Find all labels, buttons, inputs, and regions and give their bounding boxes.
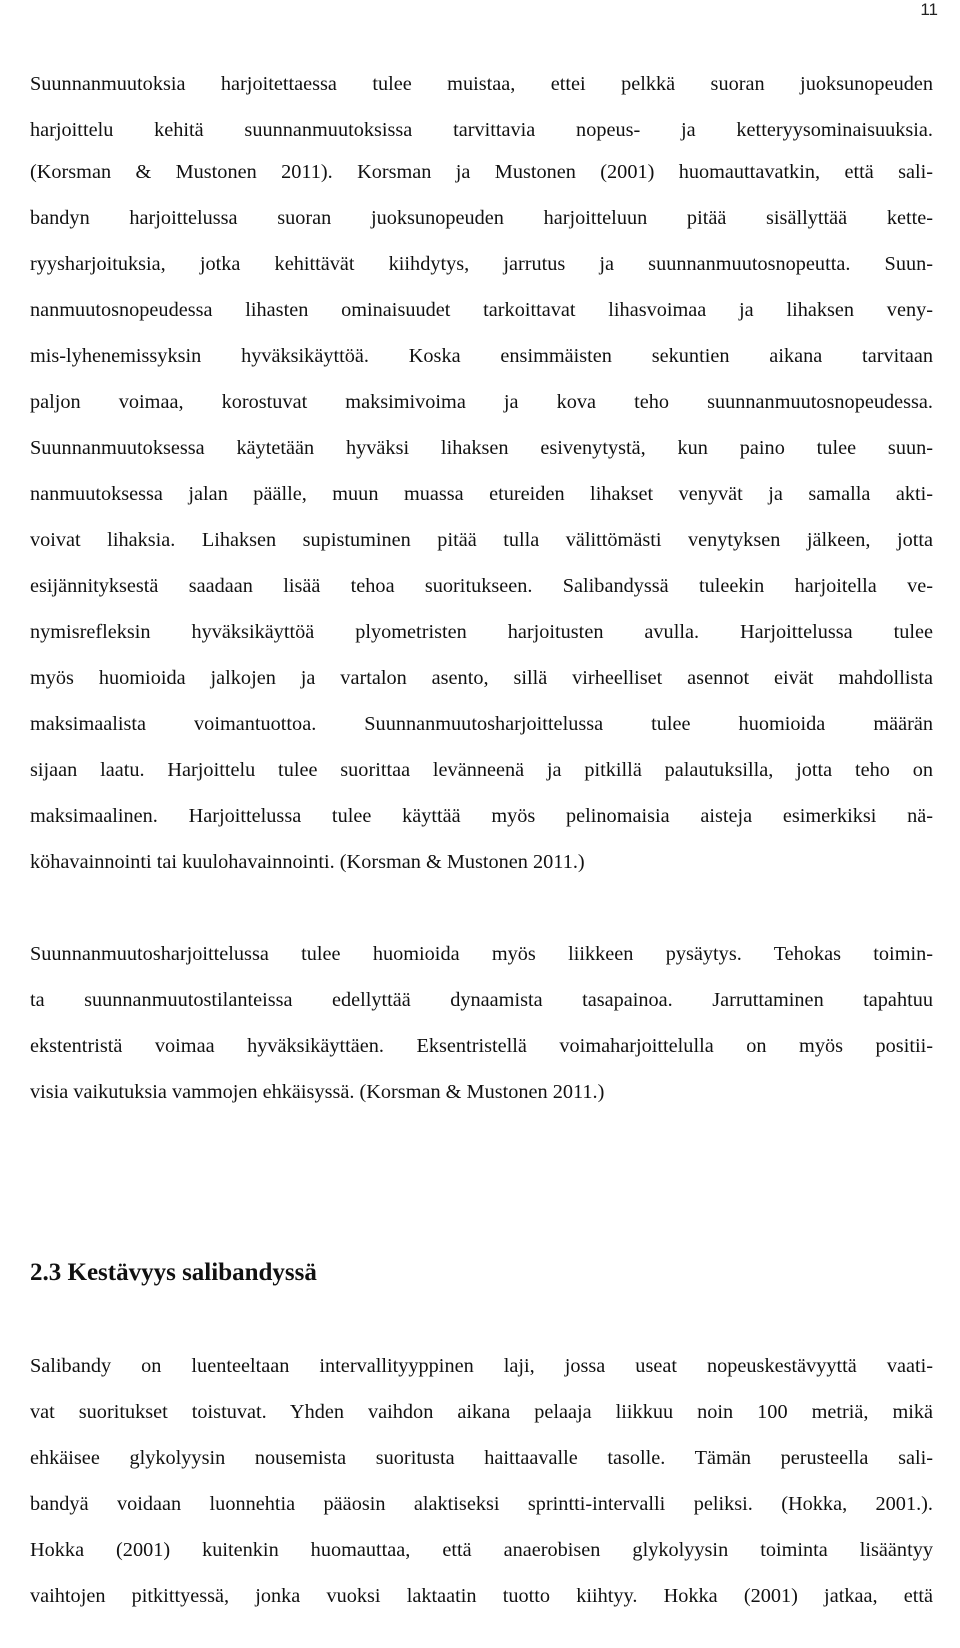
text-line: Suunnanmuutoksia harjoitettaessa tulee muistaa, ettei pelkkä suoran juoksunopeuden — [30, 73, 933, 95]
text-line: ryysharjoituksia, jotka kehittävät kiihdytys, jarrutus ja suunnanmuutosnopeutta. Suun- — [30, 253, 933, 275]
text-line: ehkäisee glykolyysin nousemista suoritusta haittaavalle tasolle. Tämän perusteella sali- — [30, 1447, 933, 1469]
text-line: visia vaikutuksia vammojen ehkäisyssä. (Korsman & Mustonen 2011.) — [30, 1081, 605, 1103]
text-line: vat suoritukset toistuvat. Yhden vaihdon aikana pelaaja liikkuu noin 100 metriä, mikä — [30, 1401, 933, 1423]
text-line: Hokka (2001) kuitenkin huomauttaa, että anaerobisen glykolyysin toiminta lisääntyy — [30, 1539, 933, 1561]
text-line: sijaan laatu. Harjoittelu tulee suorittaa levänneenä ja pitkillä palautuksilla, jotta teho on — [30, 759, 933, 781]
text-line: bandyn harjoittelussa suoran juoksunopeuden harjoitteluun pitää sisällyttää kette- — [30, 207, 933, 229]
section-title: Kestävyys salibandyssä — [67, 1259, 317, 1286]
section-heading — [30, 1257, 317, 1289]
text-line: harjoittelu kehitä suunnanmuutoksissa tarvittavia nopeus- ja ketteryysominaisuuksia. — [30, 119, 933, 141]
page-number: 11 — [920, 0, 938, 19]
text-line: mis-lyhenemissyksin hyväksikäyttöä. Koska ensimmäisten sekuntien aikana tarvitaan — [30, 345, 933, 367]
text-line: esijännityksestä saadaan lisää tehoa suoritukseen. Salibandyssä tuleekin harjoitella ve- — [30, 575, 933, 597]
text-line: vaihtojen pitkittyessä, jonka vuoksi laktaatin tuotto kiihtyy. Hokka (2001) jatkaa, että — [30, 1585, 933, 1607]
text-line: köhavainnointi tai kuulohavainnointi. (Korsman & Mustonen 2011.) — [30, 851, 585, 873]
text-line: nanmuutoksessa jalan päälle, muun muassa etureiden lihakset venyvät ja samalla akti- — [30, 483, 933, 505]
text-line: maksimaalinen. Harjoittelussa tulee käyttää myös pelinomaisia aisteja esimerkiksi nä- — [30, 805, 933, 827]
text-line: nanmuutosnopeudessa lihasten ominaisuudet tarkoittavat lihasvoimaa ja lihaksen veny- — [30, 299, 933, 321]
text-line: Suunnanmuutoksessa käytetään hyväksi lihaksen esivenytystä, kun paino tulee suun- — [30, 437, 933, 459]
section-number: 2.3 — [30, 1259, 62, 1286]
text-line: myös huomioida jalkojen ja vartalon asento, sillä virheelliset asennot eivät mahdollista — [30, 667, 933, 689]
text-line: paljon voimaa, korostuvat maksimivoima ja kova teho suunnanmuutosnopeudessa. — [30, 391, 933, 413]
text-line: bandyä voidaan luonnehtia pääosin alaktiseksi sprintti-intervalli peliksi. (Hokka, 2001.). — [30, 1493, 933, 1515]
text-line: ekstentristä voimaa hyväksikäyttäen. Eksentristellä voimaharjoittelulla on myös positii- — [30, 1035, 933, 1057]
text-line: Suunnanmuutosharjoittelussa tulee huomioida myös liikkeen pysäytys. Tehokas toimin- — [30, 943, 933, 965]
text-line: voivat lihaksia. Lihaksen supistuminen pitää tulla välittömästi venytyksen jälkeen, jotta — [30, 529, 933, 551]
text-line: (Korsman & Mustonen 2011). Korsman ja Mustonen (2001) huomauttavatkin, että sali- — [30, 161, 933, 183]
text-line: ta suunnanmuutostilanteissa edellyttää dynaamista tasapainoa. Jarruttaminen tapahtuu — [30, 989, 933, 1011]
text-line: nymisrefleksin hyväksikäyttöä plyometristen harjoitusten avulla. Harjoittelussa tulee — [30, 621, 933, 643]
text-line: Salibandy on luenteeltaan intervallityyppinen laji, jossa useat nopeuskestävyyttä vaati- — [30, 1355, 933, 1377]
text-line: maksimaalista voimantuottoa. Suunnanmuutosharjoittelussa tulee huomioida määrän — [30, 713, 933, 735]
